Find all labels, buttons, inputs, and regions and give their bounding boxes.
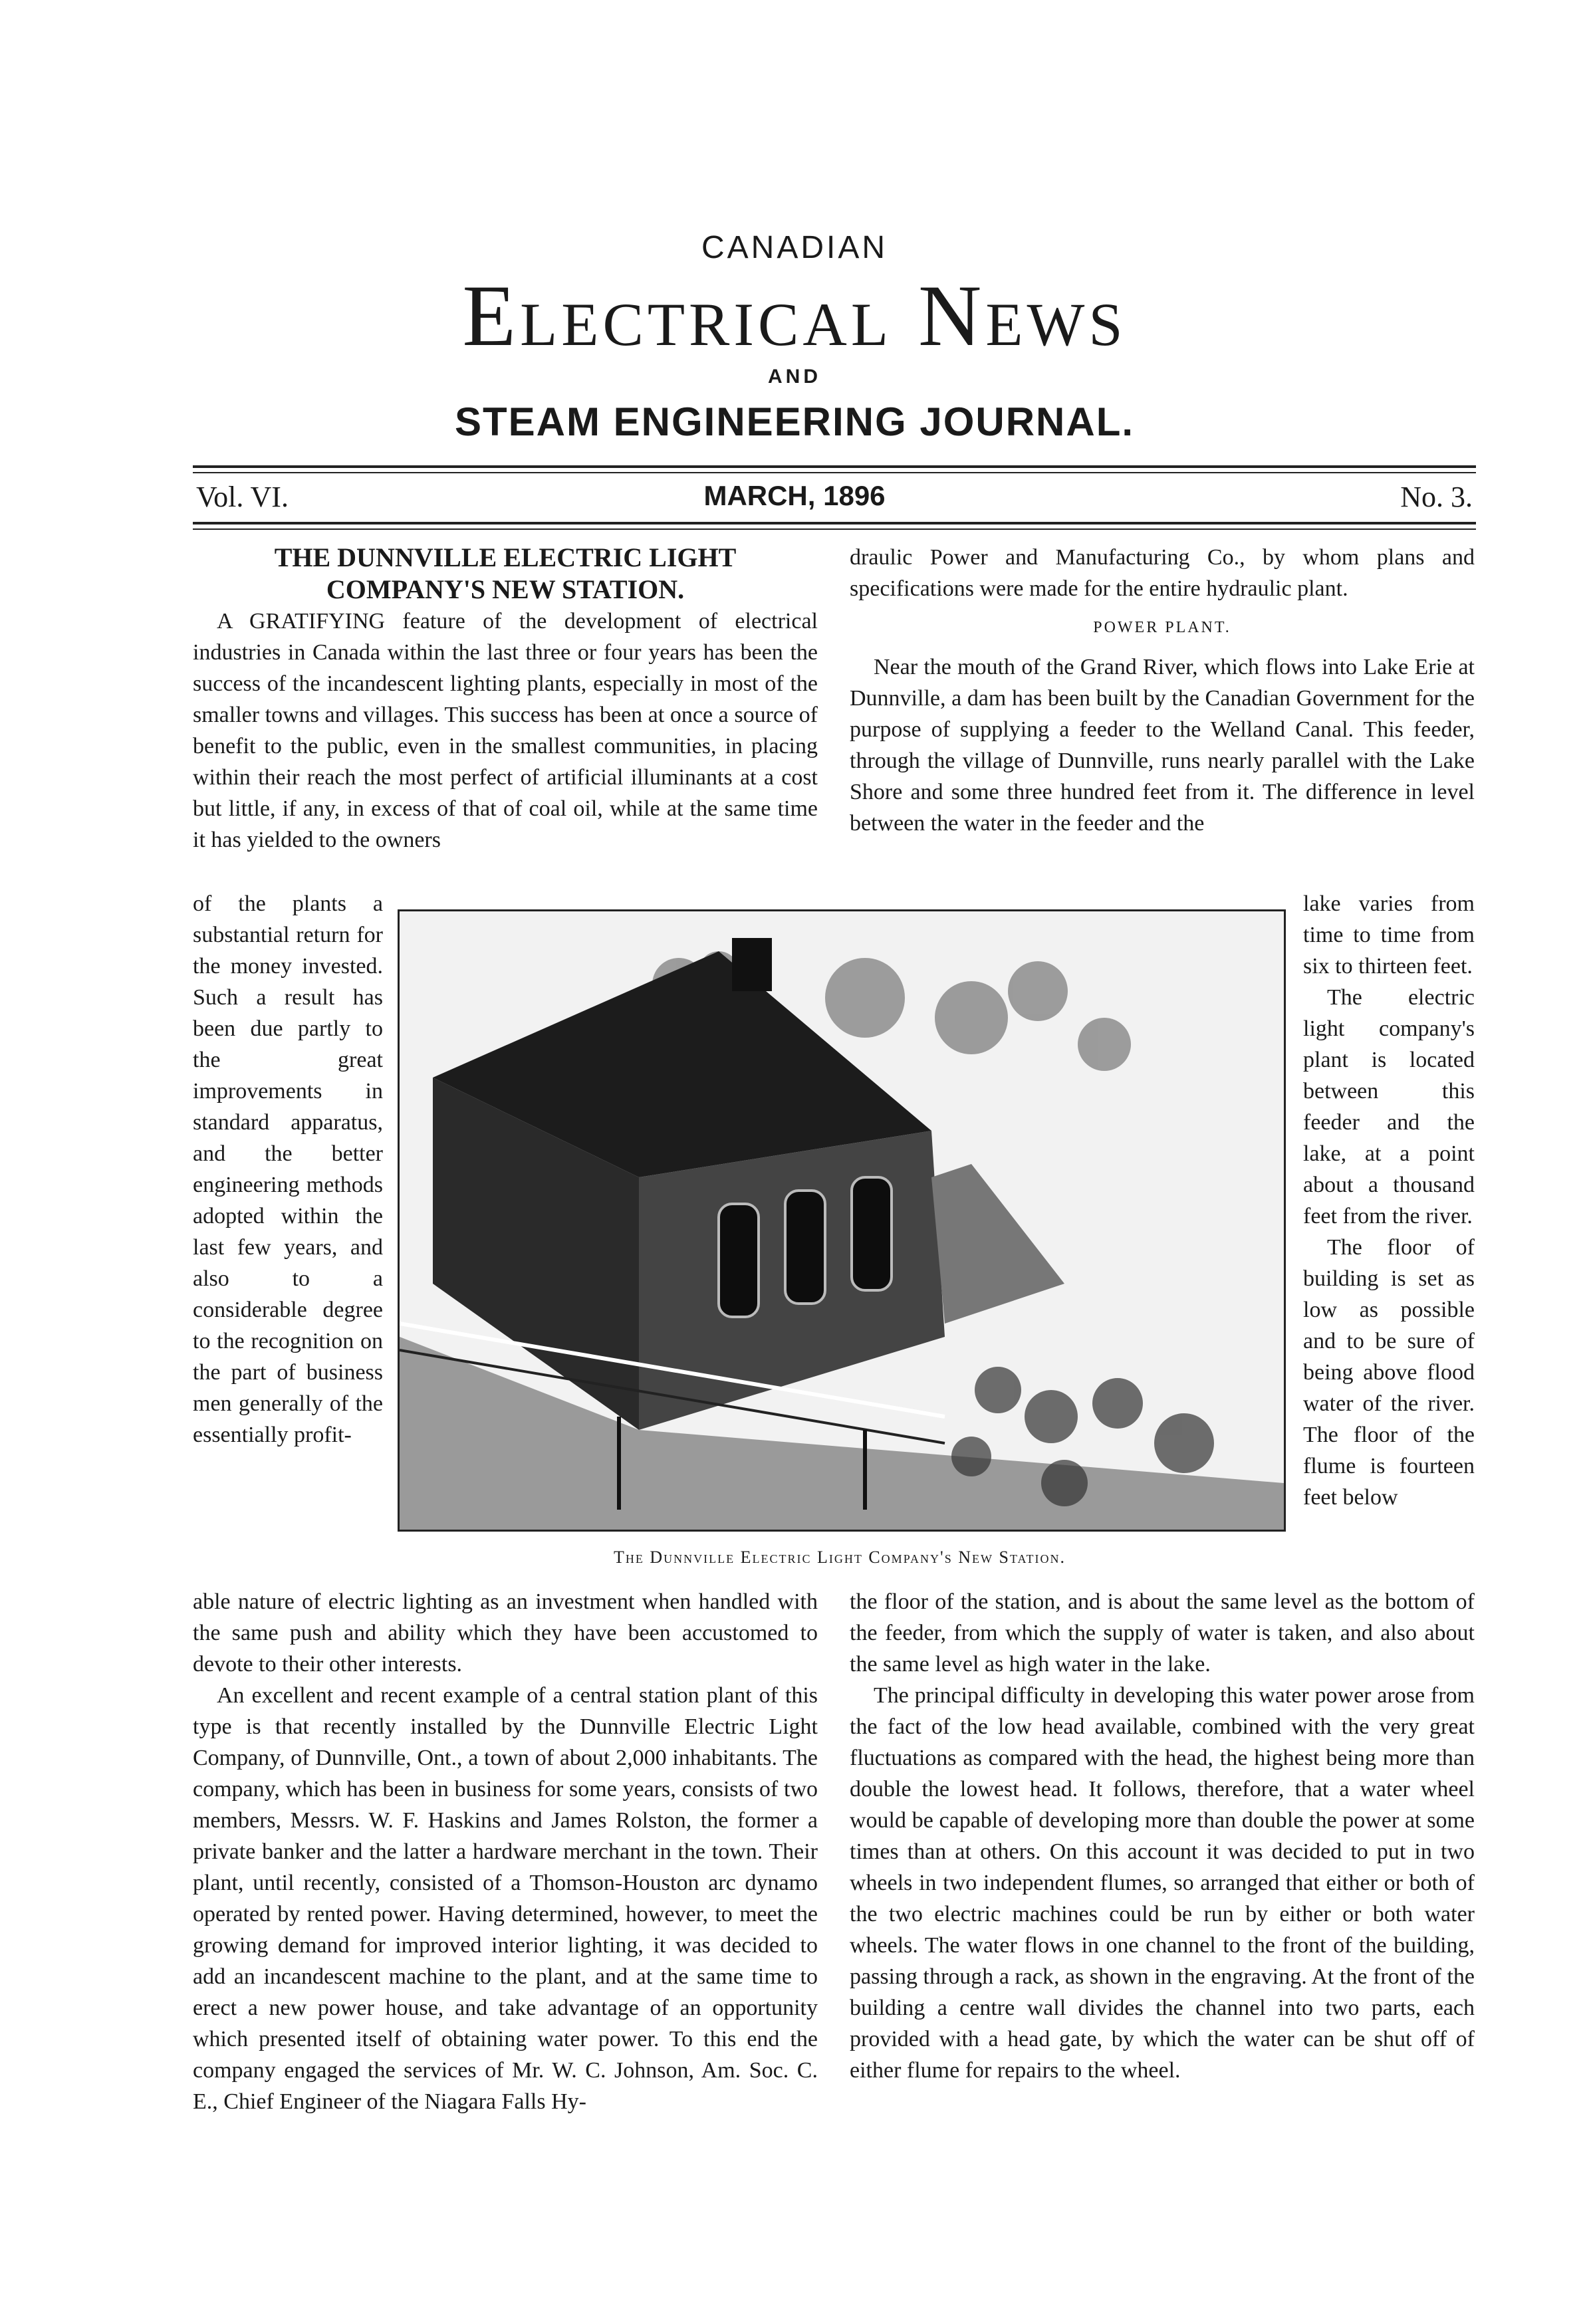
right-column-bottom <box>850 1586 1475 2086</box>
right-column-top <box>850 542 1475 839</box>
station-photo <box>398 909 1286 1532</box>
masthead-and: AND <box>768 366 821 388</box>
article-paragraph: draulic Power and Manufacturing Co., by whom plans and specifications were made for the entire hydraulic plant. <box>850 545 1475 601</box>
article-paragraph: The principal difficulty in developing this water power arose from the fact of the low head available, combined with the very great fluctuations as compared with the head, the highest being more than double the lowest head. It follows, therefore, that a water wheel would be capable of developing more than double the power at some times than at others. On this account it was decided to put in two wheels in two independent flumes, so arranged that either or both of the two electric machines could be run by either or both water wheels. The water flows in one channel to the front of the building, passing through a rack, as shown in the engraving. At the front of the building a centre wall divides the channel into two parts, each provided with a head gate, by which the water can be shut off of either flume for repairs to the wheel. <box>850 1683 1475 2083</box>
article-paragraph: able nature of electric lighting as an investment when handled with the same push and ability which they have been accustomed to devote to their other interests. <box>193 1589 818 1677</box>
article-paragraph: The floor of building is set as low as possible and to be sure of being above flood water of the river. The floor of the flume is fourteen feet below <box>1303 1235 1475 1510</box>
masthead-title: Electrical News <box>462 267 1127 364</box>
left-column-bottom <box>193 1586 818 2117</box>
article-paragraph: of the plants a substantial return for the money invested. Such a result has been due partly to the great improvements in standard apparatus, and the better engineering methods adopted within the last few years, and also to a considerable degree to the recognition on the part of business men generally of the essentially profit- <box>193 891 383 1447</box>
article-paragraph: the floor of the station, and is about the same level as the bottom of the feeder, from which the supply of water is taken, and also about the same level as high water in the lake. <box>850 1589 1475 1677</box>
article-paragraph: A GRATIFYING feature of the development of electrical industries in Canada within the last three or four years has been the success of the incandescent lighting plants, especially in most of the smaller towns and villages. This success has been at once a source of benefit to the public, even in the smallest communities, in placing within their reach the most perfect of artificial illuminants at a cost but little, if any, in excess of that of coal oil, while at the same time it has yielded to the owners <box>193 609 818 852</box>
bottom-rule <box>193 522 1476 524</box>
article-paragraph: lake varies from time to time from six to thirteen feet. <box>1303 891 1475 979</box>
volume-number: Vol. VI. <box>196 481 289 513</box>
left-column-top <box>193 542 818 856</box>
bottom-rule-thin <box>193 528 1476 530</box>
article-paragraph: The electric light company's plant is located between this feeder and the lake, at a point about a thousand feet from the river. <box>1303 985 1475 1228</box>
masthead-subtitle: STEAM ENGINEERING JOURNAL. <box>454 400 1135 444</box>
station-photo-illustration <box>400 911 1284 1530</box>
article-paragraph: Near the mouth of the Grand River, which flows into Lake Erie at Dunnville, a dam has been built by the Canadian Government for the purpose of supplying a feeder to the Welland Canal. This feeder, through the village of Dunnville, runs nearly parallel with the Lake Shore and some three hundred feet from it. The difference in level between the water in the feeder and the <box>850 655 1475 836</box>
section-head-power-plant: POWER PLANT. <box>1093 619 1231 636</box>
issue-number: No. 3. <box>1400 481 1473 513</box>
top-rule <box>193 465 1476 468</box>
article-paragraph: An excellent and recent example of a central station plant of this type is that recently installed by the Dunnville Electric Light Company, of Dunnville, Ont., a town of about 2,000 inhabitants. The company, which has been in business for some years, consists of two members, Messrs. W. F. Haskins and James Rolston, the former a private banker and the latter a hardware merchant in the town. Their plant, until recently, consisted of a Thomson-Houston arc dynamo operated by rented power. Having determined, however, to meet the growing demand for improved interior lighting, it was decided to add an incandescent machine to the plant, and at the same time to erect a new power house, and take advantage of an opportunity which presented itself of obtaining water power. To this end the company engaged the services of Mr. W. C. Johnson, Am. Soc. C. E., Chief Engineer of the Niagara Falls Hy- <box>193 1683 818 2114</box>
masthead-top-word: CANADIAN <box>701 230 888 265</box>
issue-date: MARCH, 1896 <box>703 480 886 511</box>
left-narrow-column <box>193 888 383 1451</box>
photo-caption: The Dunnville Electric Light Company's New Station. <box>613 1548 1066 1567</box>
article-headline: THE DUNNVILLE ELECTRIC LIGHT COMPANY'S NEW STATION. <box>274 542 737 604</box>
right-narrow-column <box>1303 888 1475 1513</box>
top-rule-thin <box>193 472 1476 473</box>
